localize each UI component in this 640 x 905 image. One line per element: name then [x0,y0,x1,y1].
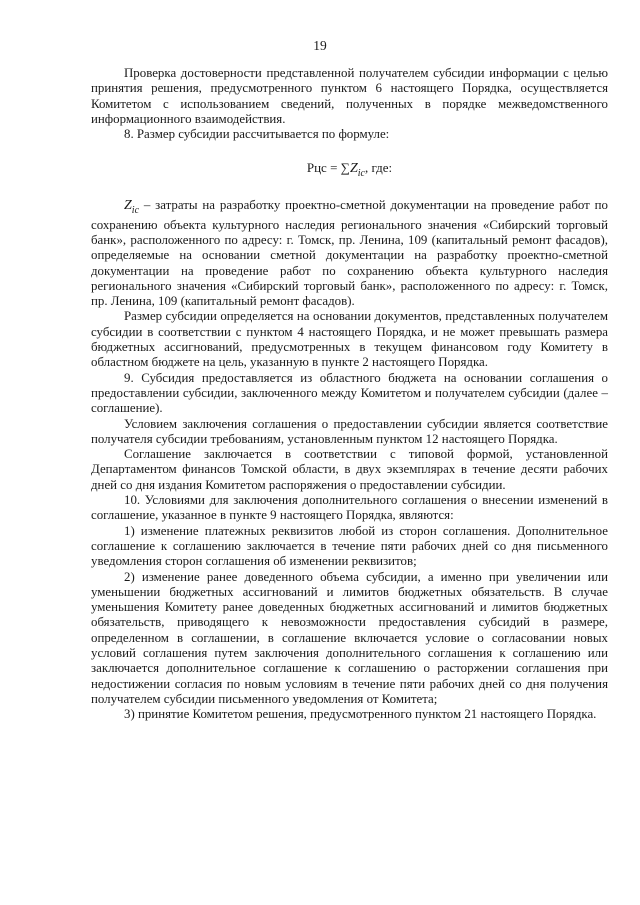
paragraph-item-8: 8. Размер субсидии рассчитывается по формуле: [124,127,390,142]
variable-symbol: $Z_{iс}$ [124,197,140,216]
sum-symbol: ∑ [340,160,350,176]
paragraph-subitem-2: 2) изменение ранее доведенного объема субсидии, а именно при увеличении или уменьшении бюджетных ассигнований и лимитов бюджетных обязательств. В случае уменьшения Комитету ранее доведенных бюджетных ассигнований и лимитов бюджетных обязательств, приводящего к невозможности предоставления субсидий в размере, определенном в соглашении, в соглашение включается условие о согласовании новых условий соглашения путем заключения дополнительного соглашения к соглашению или заключается дополнительное соглашение к соглашению о расторжении соглашения при недостижении согласия по новым условиям в течение пяти рабочих дней со дня получения получателем субсидии письменного уведомления от Комитета; [91,569,608,706]
paragraph-subsidy-size: Размер субсидии определяется на основании документов, представленных получателем субсидии в соответствии с пунктом 4 настоящего Порядка, и не может превышать размера бюджетных ассигнований, предусмотренных в текущем финансовом году Комитету в областном бюджете на цель, указанную в пункте 2 настоящего Порядка. [91,309,608,370]
formula-rhs: , где: [364,160,393,176]
formula-lhs: Рцс = [306,160,341,176]
formula [91,160,608,181]
document-body [91,66,608,722]
paragraph-item-10: 10. Условиями для заключения дополнительного соглашения о внесении изменений в соглашение, указанное в пункте 9 настоящего Порядка, являются: [91,493,608,523]
page-number: 19 [313,38,327,53]
paragraph-variable-definition [91,198,608,310]
paragraph-item-9: 9. Субсидия предоставляется из областного бюджета на основании соглашения о предоставлении субсидии, заключенного между Комитетом и получателем субсидии (далее – соглашение). [91,370,608,416]
formula-variable: $Z_{iс}$ [349,161,365,180]
paragraph-agreement-form: Соглашение заключается в соответствии с типовой формой, установленной Департаментом финансов Томской области, в двух экземплярах в течение десяти рабочих дней со дня издания Комитетом распоряжения о предоставлении субсидии. [91,447,608,492]
paragraph-subitem-3: 3) принятие Комитетом решения, предусмотренного пунктом 21 настоящего Порядка. [124,707,597,722]
paragraph-subitem-1: 1) изменение платежных реквизитов любой из сторон соглашения. Дополнительное соглашение к соглашению заключается в течение пяти рабочих дней со дня письменного уведомления сторон соглашения об изменении реквизитов; [91,523,608,569]
variable-definition-text: – затраты на разработку проектно-сметной документации на проведение работ по сохранению объекта культурного наследия регионального значения «Сибирский торговый банк», расположенного по адресу: г. Томск, пр. Ленина, 109 (капитальный ремонт фасадов), определяемые на основании сметной документации на разработку проектно-сметной документации на проведение работ по сохранению объекта культурного наследия регионального значения «Сибирский торговый банк», расположенного по адресу: г. Томск, пр. Ленина, 109 (капитальный ремонт фасадов). [91,197,608,309]
paragraph-agreement-condition: Условием заключения соглашения о предоставлении субсидии является соответствие получателя субсидии требованиям, установленным пунктом 12 настоящего Порядка. [91,416,608,446]
paragraph-verification: Проверка достоверности представленной получателем субсидии информации с целью принятия решения, предусмотренного пунктом 6 настоящего Порядка, осуществляется Комитетом с использованием сведений, полученных в порядке межведомственного информационного взаимодействия. [91,66,608,126]
